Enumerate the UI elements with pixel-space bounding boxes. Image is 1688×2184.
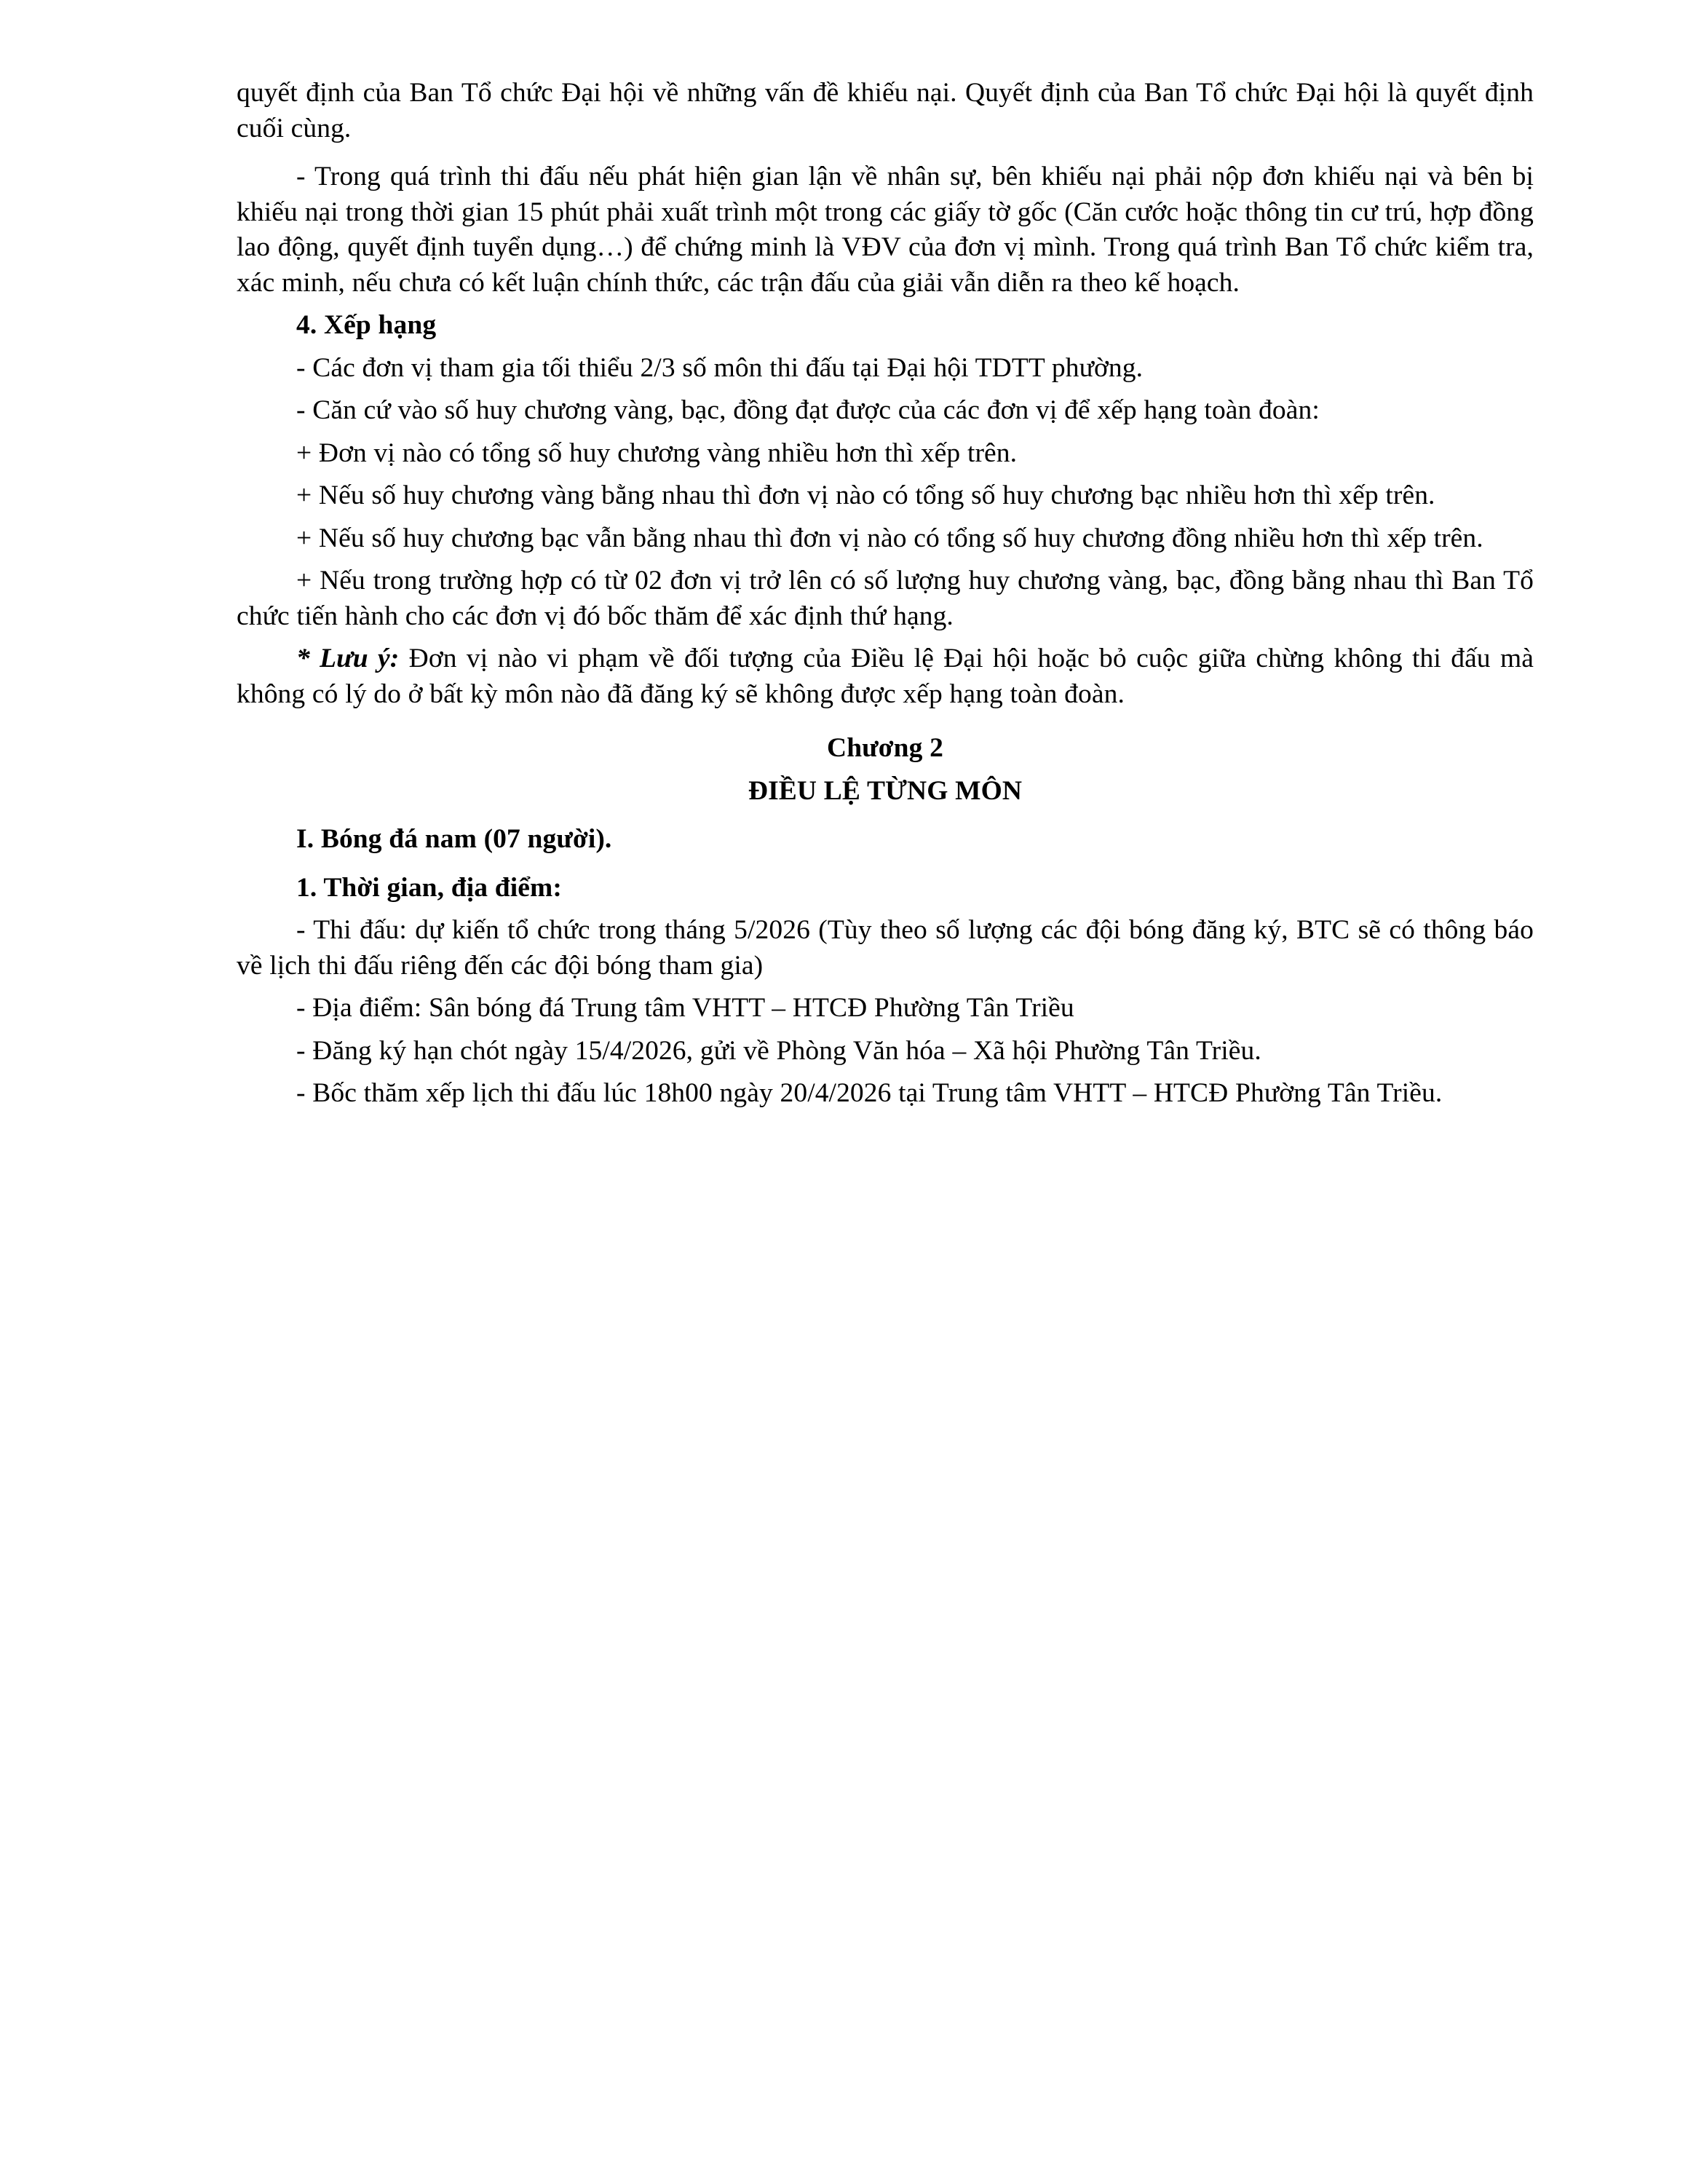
spacer — [237, 634, 1534, 641]
spacer — [237, 514, 1534, 521]
paragraph-continuation: quyết định của Ban Tổ chức Đại hội về những vấn đề khiếu nại. Quyết định của Ban Tổ chức Đại hội là quyết định cuối cùng. — [237, 78, 1534, 143]
spacer — [237, 1026, 1534, 1034]
ranking-note-label: * Lưu ý: — [296, 644, 400, 673]
spacer — [237, 984, 1534, 991]
spacer — [237, 767, 1534, 774]
ranking-rule-bronze: + Nếu số huy chương bạc vẫn bằng nhau thì đơn vị nào có tổng số huy chương đồng nhiều hơn thì xếp trên. — [296, 523, 1483, 553]
chapter-title: ĐIỀU LỆ TỪNG MÔN — [748, 775, 1023, 806]
spacer — [237, 1069, 1534, 1076]
spacer — [237, 146, 1534, 159]
ranking-rule-silver: + Nếu số huy chương vàng bằng nhau thì đơn vị nào có tổng số huy chương bạc nhiều hơn thì xếp trên. — [296, 480, 1435, 510]
spacer — [237, 858, 1534, 871]
spacer — [237, 471, 1534, 478]
heading-sport-football: I. Bóng đá nam (07 người). — [296, 824, 612, 854]
sport-item-venue: - Địa điểm: Sân bóng đá Trung tâm VHTT – HTCĐ Phường Tân Triều — [296, 993, 1074, 1023]
ranking-item-minimum-events: - Các đơn vị tham gia tối thiểu 2/3 số môn thi đấu tại Đại hội TDTT phường. — [296, 352, 1144, 383]
sport-item-competition-date: - Thi đấu: dự kiến tổ chức trong tháng 5/2026 (Tùy theo số lượng các đội bóng đăng ký, BTC sẽ có thông báo về lịch thi đấu riêng đến các đội bóng tham gia) — [237, 915, 1534, 981]
spacer — [237, 344, 1534, 351]
paragraph-fraud-procedure: - Trong quá trình thi đấu nếu phát hiện gian lận về nhân sự, bên khiếu nại phải nộp đơn khiếu nại và bên bị khiếu nại trong thời gian 15 phút phải xuất trình một trong các giấy tờ gốc (Căn cước hoặc thông tin cư trú, hợp đồng lao động, quyết định tuyển dụng…) để chứng minh là VĐV của đơn vị mình. Trong quá trình Ban Tổ chức kiểm tra, xác minh, nếu chưa có kết luận chính thức, các trận đấu của giải vẫn diễn ra theo kế hoạch. — [237, 162, 1534, 298]
ranking-rule-gold: + Đơn vị nào có tổng số huy chương vàng nhiều hơn thì xếp trên. — [296, 438, 1018, 468]
ranking-note — [237, 641, 1534, 712]
sport-item-draw-schedule: - Bốc thăm xếp lịch thi đấu lúc 18h00 ngày 20/4/2026 tại Trung tâm VHTT – HTCĐ Phường Tân Triều. — [296, 1078, 1443, 1108]
spacer — [237, 712, 1534, 731]
chapter-label: Chương 2 — [827, 733, 943, 763]
spacer — [237, 301, 1534, 308]
spacer — [237, 429, 1534, 436]
sport-item-registration-deadline: - Đăng ký hạn chót ngày 15/4/2026, gửi về Phòng Văn hóa – Xã hội Phường Tân Triều. — [296, 1035, 1261, 1066]
spacer — [237, 386, 1534, 393]
page-content — [237, 76, 1534, 1112]
heading-time-and-place: 1. Thời gian, địa điểm: — [296, 872, 562, 903]
ranking-rule-tiebreak-draw: + Nếu trong trường hợp có từ 02 đơn vị trở lên có số lượng huy chương vàng, bạc, đồng bằng nhau thì Ban Tổ chức tiến hành cho các đơn vị đó bốc thăm để xác định thứ hạng. — [237, 566, 1534, 631]
spacer — [237, 809, 1534, 822]
ranking-item-medal-basis: - Căn cứ vào số huy chương vàng, bạc, đồng đạt được của các đơn vị để xếp hạng toàn đoàn: — [296, 395, 1320, 425]
heading-ranking: 4. Xếp hạng — [296, 310, 437, 340]
spacer — [237, 556, 1534, 563]
spacer — [237, 906, 1534, 913]
ranking-note-text: Đơn vị nào vi phạm về đối tượng của Điều lệ Đại hội hoặc bỏ cuộc giữa chừng không thi đấu mà không có lý do ở bất kỳ môn nào đã đăng ký sẽ không được xếp hạng toàn đoàn. — [237, 644, 1534, 709]
